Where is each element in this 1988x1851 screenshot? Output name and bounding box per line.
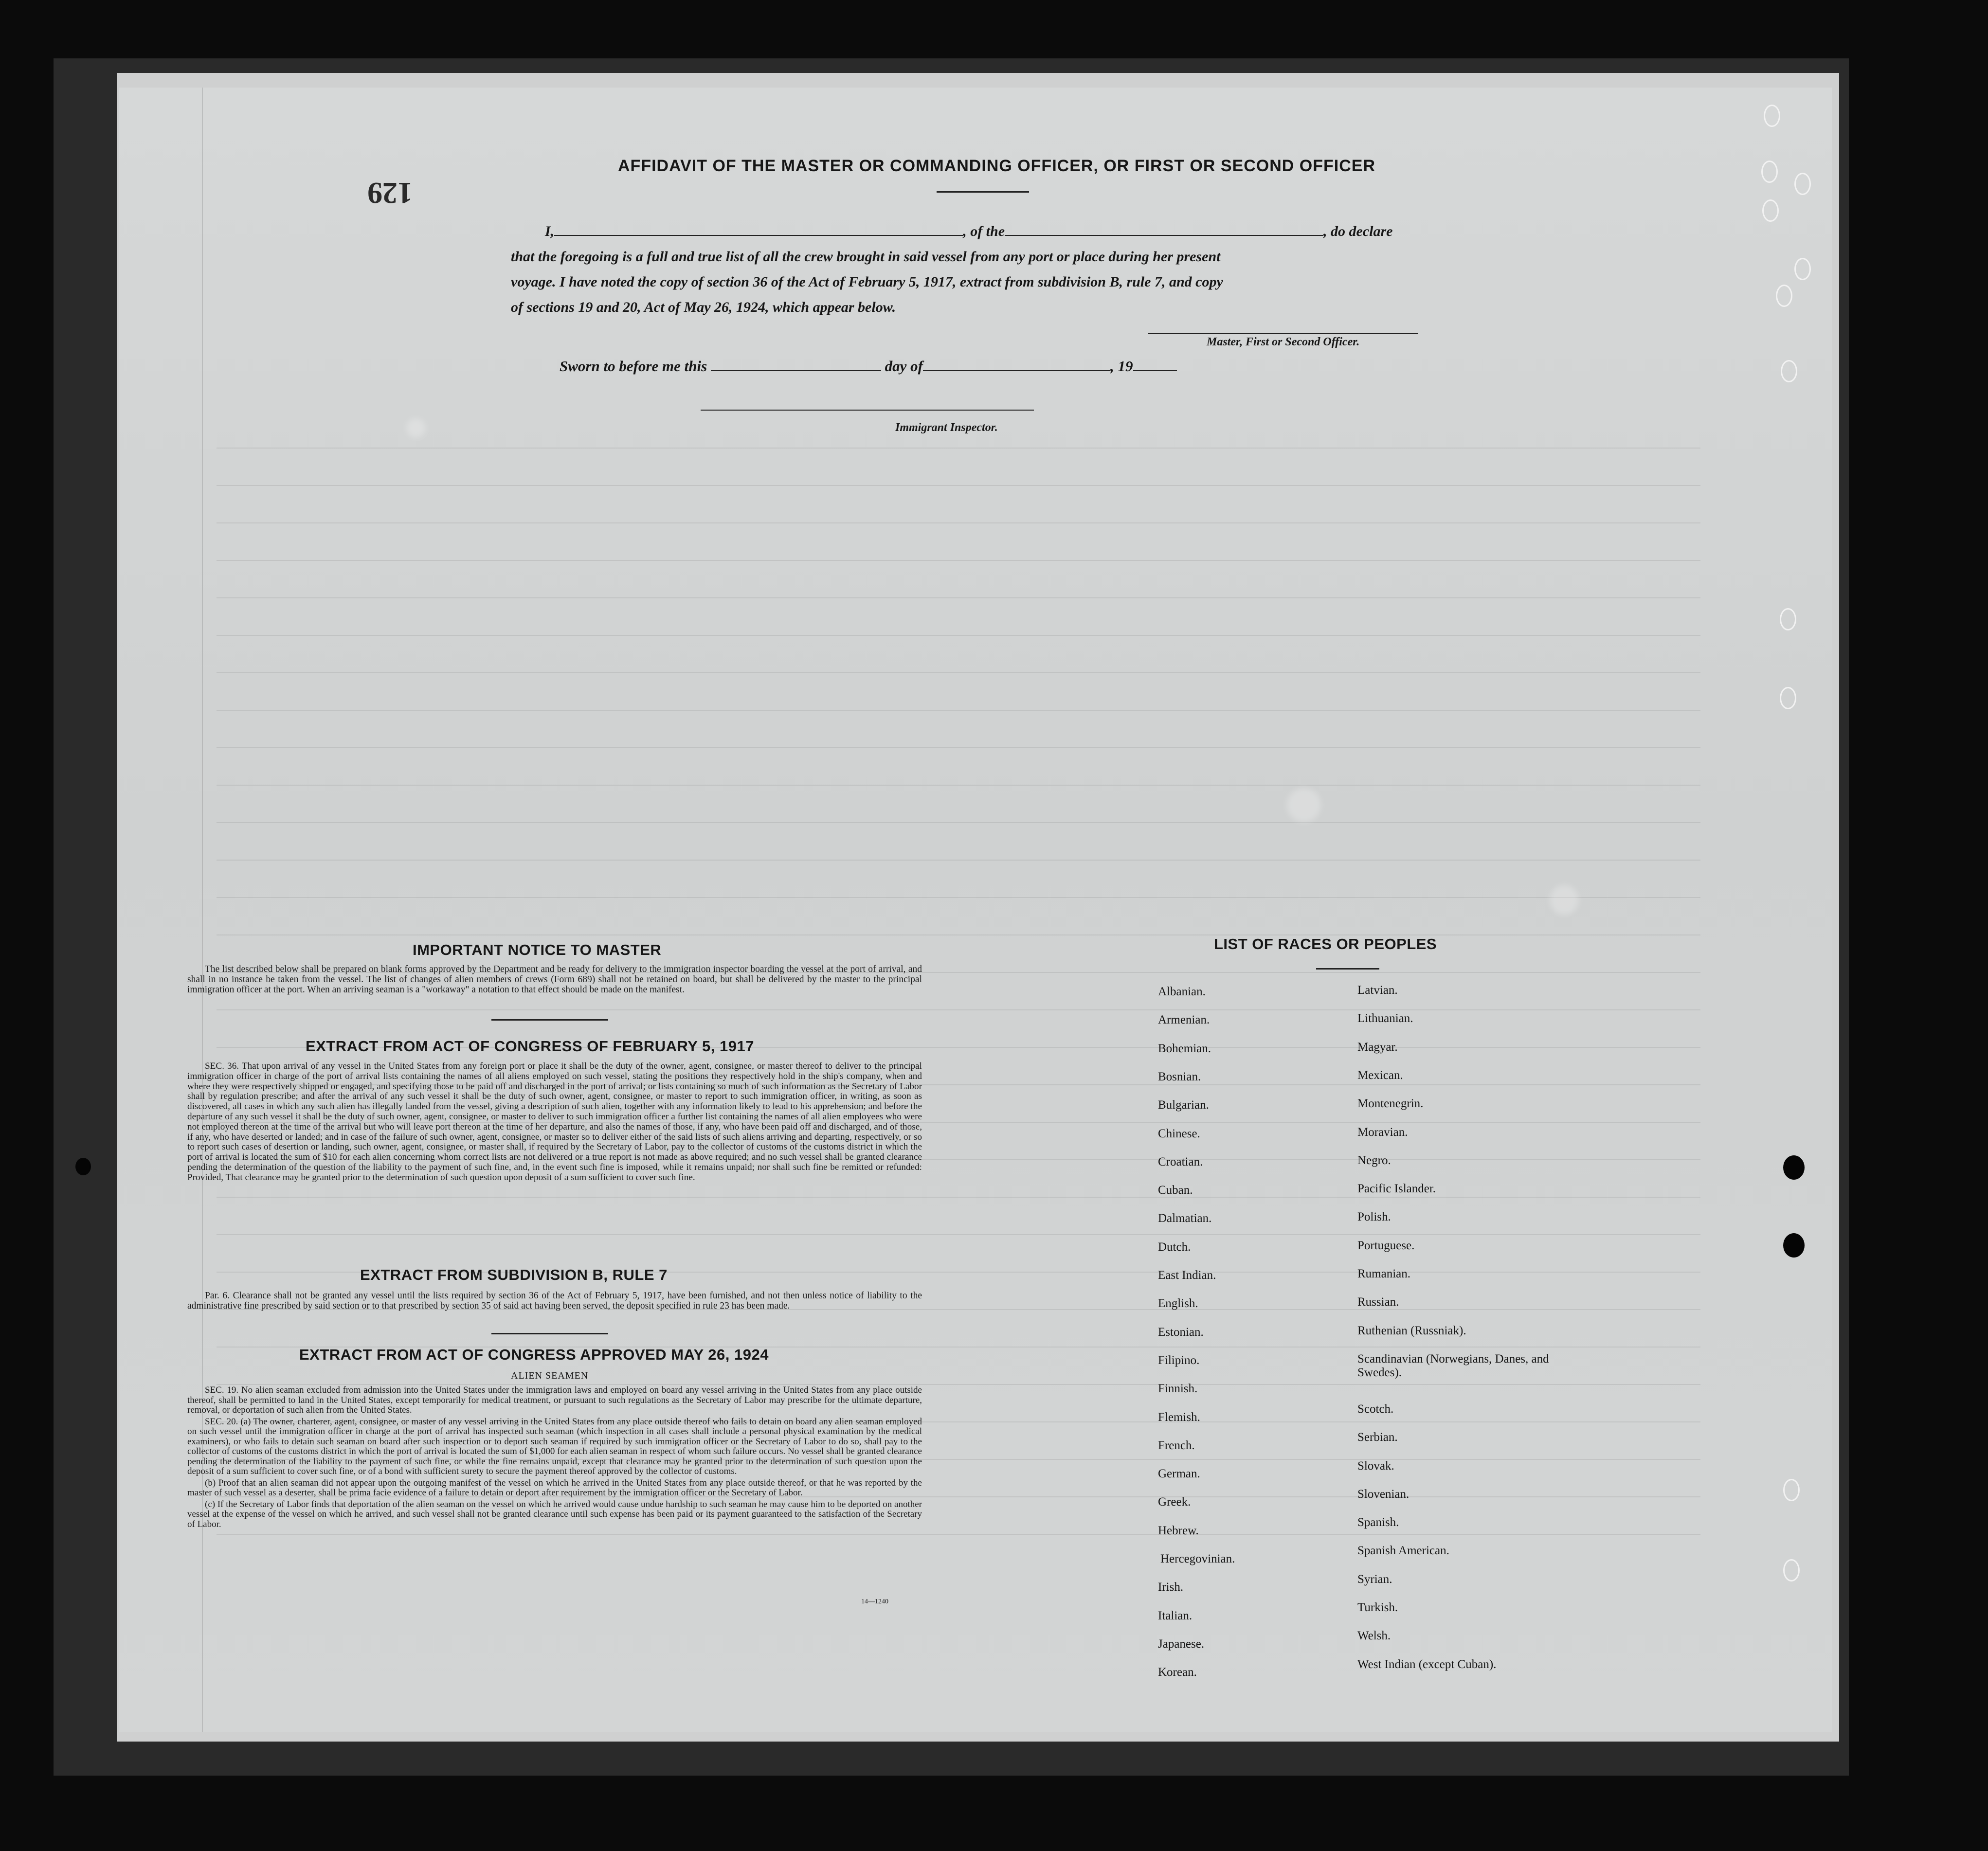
binder-hole: [1781, 360, 1797, 382]
race-item: Chinese.: [1158, 1127, 1200, 1140]
rule-7-title: EXTRACT FROM SUBDIVISION B, RULE 7: [360, 1266, 668, 1283]
race-item: Greek.: [1158, 1495, 1191, 1509]
race-item: French.: [1158, 1438, 1195, 1452]
race-item: Rumanian.: [1357, 1267, 1411, 1280]
sworn-line: [560, 358, 1177, 375]
race-item: Bohemian.: [1158, 1042, 1211, 1055]
inspector-signature-line: [701, 410, 1034, 411]
race-item: Estonian.: [1158, 1325, 1204, 1339]
race-item: English.: [1158, 1297, 1198, 1311]
rule-7-paragraph: Par. 6. Clearance shall not be granted any vessel until the lists required by section 36 of the Act of February 5, 1917, have been furnished, and not then unless notice of liability to the administrative fine prescribed by said section or to that prescribed by section 35 of said act having been served, the deposit specified in rule 23 has been made.: [187, 1291, 922, 1311]
act-1917-text: [187, 1061, 922, 1185]
binder-hole: [1761, 161, 1778, 183]
binder-hole: [1780, 687, 1796, 709]
ghost-row: [217, 934, 1700, 935]
affidavit-line-4: of sections 19 and 20, Act of May 26, 1924, which appear below.: [511, 299, 896, 315]
section-36-paragraph: SEC. 36. That upon arrival of any vessel in the United States from any foreign port or place it shall be the duty of the owner, agent, consignee, or master thereof to deliver to the principal immigration officer in charge of the port of arrival lists containing the names of all aliens employed on such vessel, stating the positions they respectively hold in the ship's company, when and where they were respectively shipped or engaged, and specifying those to be paid off and discharged in the port of arrival; or lists containing so much of such information as the Secretary of Labor shall by regulation prescribe; and after the arrival of any such vessel it shall be the duty of such owner, agent, consignee, or master to report to such immigration officer, in writing, as soon as discovered, all cases in which any such alien has illegally landed from the vessel, giving a description of such alien, together with any information likely to lead to his apprehension; and before the departure of any such vessel it shall be the duty of such owner, agent, consignee, or master to deliver to such immigration officer a further list containing the names of all alien employees who were not employed thereon at the time of the arrival but who will leave port thereon at the time of her departure, and also the names of those, if any, who have been paid off and discharged, and of those, if any, who have deserted or landed; and in case of the failure of such owner, agent, consignee, or master so to deliver either of the said lists of such aliens arriving and departing, respectively, or so to report such cases of desertion or landing, such owner, agent, consignee, or master shall, if required by the Secretary of Labor, pay to the collector of customs of the customs district in which the port of arrival is located the sum of $10 for each alien concerning whom correct lists are not delivered or a true report is not made as above required; and no such vessel shall be granted clearance pending the determination of the question of the liability to the payment of such fine, and, in the event such fine is imposed, while it remains unpaid; nor shall such fine be remitted or refunded: Provided, That clearance may be granted prior to the determination of such question upon deposit of a sum sufficient to cover such fine.: [187, 1061, 922, 1183]
race-item: Slovenian.: [1357, 1487, 1410, 1501]
race-item: Dalmatian.: [1158, 1212, 1212, 1225]
ghost-row: [217, 897, 1700, 898]
binder-hole: [1783, 1233, 1805, 1258]
month-blank: [923, 358, 1110, 371]
affidavit-do-declare: , do declare: [1323, 223, 1393, 239]
divider: [1316, 968, 1379, 970]
race-item: East Indian.: [1158, 1269, 1216, 1282]
binder-hole: [1783, 1479, 1800, 1501]
section-20c-paragraph: (c) If the Secretary of Labor finds that deportation of the alien seaman on the vessel on which he arrived would cause undue hardship to such seaman he may cause him to be deported on another vessel at the expense of the vessel on which he arrived, and such vessel shall not be granted clearance until such expense has been paid or its payment guaranteed to the satisfaction of the Secretary of Labor.: [187, 1499, 922, 1529]
binder-hole: [1776, 285, 1792, 307]
affidavit-line-2: that the foregoing is a full and true list of all the crew brought in said vessel from any port or place during her present: [511, 249, 1221, 265]
ghost-row: [217, 860, 1700, 861]
binder-hole: [1764, 105, 1780, 127]
ghost-row: [217, 448, 1700, 449]
act-1924-title: EXTRACT FROM ACT OF CONGRESS APPROVED MAY 26, 1924: [299, 1346, 769, 1363]
name-blank: [554, 222, 963, 236]
notice-paragraph: The list described below shall be prepared on blank forms approved by the Department and be ready for delivery to the immigration inspector boarding the vessel at the port of arrival, and shall in no instance be taken from the vessel. The list of changes of alien members of crews (Form 689) shall not be retained on board, but shall be delivered by the master to the principal immigration officer at the port. When an arriving seaman is a "workaway" a notation to that effect should be made on the manifest.: [187, 964, 922, 995]
race-item: Japanese.: [1158, 1637, 1205, 1651]
race-item: Magyar.: [1357, 1040, 1398, 1054]
binder-hole: [1783, 1155, 1805, 1180]
affidavit-text: [511, 219, 1464, 320]
affidavit-i: I,: [545, 223, 555, 239]
divider: [937, 191, 1029, 193]
binder-hole: [1794, 173, 1811, 195]
race-item: Welsh.: [1357, 1629, 1391, 1643]
binder-hole: [1783, 1559, 1800, 1581]
race-item: Bulgarian.: [1158, 1098, 1209, 1112]
race-item: West Indian (except Cuban).: [1357, 1657, 1497, 1671]
ghost-row: [217, 672, 1700, 673]
race-item: Irish.: [1158, 1581, 1184, 1594]
race-item: Syrian.: [1357, 1572, 1392, 1586]
race-item: Negro.: [1357, 1153, 1391, 1167]
race-item: Slovak.: [1357, 1459, 1394, 1473]
notice-title: IMPORTANT NOTICE TO MASTER: [413, 941, 662, 958]
race-item: Spanish.: [1357, 1516, 1399, 1529]
binder-hole: [1794, 258, 1811, 280]
race-item: Croatian.: [1158, 1155, 1203, 1168]
inspector-label: Immigrant Inspector.: [895, 421, 998, 434]
act-1917-title: EXTRACT FROM ACT OF CONGRESS OF FEBRUARY 5, 1917: [306, 1038, 754, 1055]
ghost-row: [217, 785, 1700, 786]
race-item: Flemish.: [1158, 1410, 1200, 1424]
year-blank: [1133, 358, 1177, 371]
act-1924-text: [187, 1385, 922, 1531]
form-number: 14—1240: [861, 1598, 888, 1605]
races-title: LIST OF RACES OR PEOPLES: [1214, 935, 1437, 952]
race-item: Cuban.: [1158, 1184, 1193, 1197]
ghost-row: [217, 635, 1700, 636]
affidavit-of-the: , of the: [963, 223, 1005, 239]
scan-speck: [1550, 885, 1579, 915]
divider: [491, 1333, 608, 1334]
race-item: Dutch.: [1158, 1240, 1191, 1254]
sworn-label: Sworn to before me this: [560, 358, 707, 375]
race-item: Serbian.: [1357, 1431, 1398, 1444]
alien-seamen-subtitle: ALIEN SEAMEN: [511, 1370, 589, 1381]
year-label: , 19: [1110, 358, 1133, 375]
race-item: Hebrew.: [1158, 1524, 1199, 1537]
master-label: Master, First or Second Officer.: [1207, 336, 1360, 348]
rule-7-text: [187, 1291, 922, 1312]
race-item: Scotch.: [1357, 1402, 1394, 1416]
affidavit-title: AFFIDAVIT OF THE MASTER OR COMMANDING OFFICER, OR FIRST OR SECOND OFFICER: [618, 157, 1375, 175]
ghost-row: [217, 710, 1700, 711]
ghost-row: [217, 560, 1700, 561]
race-item: Mexican.: [1357, 1068, 1403, 1082]
race-item: Portuguese.: [1357, 1239, 1415, 1252]
race-item: Spanish American.: [1357, 1544, 1449, 1558]
section-20b-paragraph: (b) Proof that an alien seaman did not appear upon the outgoing manifest of the vessel on which he arrived in the United States from any place outside thereof, or that he was reported by the master of such vessel as a deserter, shall be prima facie evidence of a failure to detain or deport after requirement by the immigration officer or the Secretary of Labor.: [187, 1477, 922, 1498]
binder-hole: [1762, 199, 1779, 222]
scan-speck: [1287, 788, 1321, 822]
ghost-row: [217, 1009, 1700, 1010]
race-item: Polish.: [1357, 1210, 1391, 1224]
race-item: Scandinavian (Norwegians, Danes, and Swedes).: [1357, 1352, 1549, 1379]
race-item: Armenian.: [1158, 1013, 1210, 1027]
vessel-blank: [1005, 222, 1323, 236]
day-of-label: day of: [885, 358, 923, 375]
race-item: Montenegrin.: [1357, 1097, 1424, 1111]
notice-text: [187, 964, 922, 996]
race-item: Bosnian.: [1158, 1070, 1201, 1083]
ghost-row: [217, 1534, 1700, 1535]
binder-hole: [1780, 608, 1796, 630]
ghost-row: [217, 485, 1700, 486]
ghost-row: [217, 522, 1700, 523]
section-19-paragraph: SEC. 19. No alien seaman excluded from admission into the United States under the immigration laws and employed on board any vessel arriving in the United States from any place outside thereof, shall be permitted to land in the United States, except temporarily for medical treatment, or pursuant to such regulations as the Secretary of Labor may prescribe for the ultimate departure, removal, or deportation of such alien from the United States.: [187, 1385, 922, 1415]
ghost-row: [217, 1234, 1700, 1235]
race-item: German.: [1158, 1467, 1200, 1481]
race-item: Filipino.: [1158, 1353, 1200, 1367]
page-number: 129: [367, 176, 413, 209]
race-item: Lithuanian.: [1357, 1012, 1413, 1025]
race-item: Albanian.: [1158, 985, 1206, 998]
race-item: Pacific Islander.: [1357, 1182, 1436, 1196]
affidavit-line-3: voyage. I have noted the copy of section 36 of the Act of February 5, 1917, extract from subdivision B, rule 7, and copy: [511, 274, 1223, 290]
signature-line: [1148, 333, 1418, 334]
ghost-row: [217, 1197, 1700, 1198]
ghost-row: [217, 597, 1700, 598]
race-item: Italian.: [1158, 1609, 1193, 1622]
race-item: Moravian.: [1357, 1125, 1408, 1139]
race-item: Latvian.: [1357, 984, 1398, 997]
race-item: Russian.: [1357, 1295, 1399, 1309]
race-item: Finnish.: [1158, 1382, 1198, 1396]
race-item: Turkish.: [1357, 1601, 1398, 1614]
ghost-row: [217, 747, 1700, 748]
ghost-row: [217, 822, 1700, 823]
race-item: Korean.: [1158, 1666, 1197, 1679]
race-item: Ruthenian (Russniak).: [1357, 1324, 1466, 1337]
binder-hole: [75, 1158, 91, 1175]
divider: [491, 1019, 608, 1021]
scan-speck: [406, 418, 426, 438]
section-20a-paragraph: SEC. 20. (a) The owner, charterer, agent, consignee, or master of any vessel arriving in the United States from any place outside thereof who fails to detain on board any alien seaman employed on such vessel until the immigration officer in charge at the port of arrival has inspected such seaman (which inspection in all cases shall include a personal physical examination by the medical examiners), or who fails to detain such seaman on board after such inspection or to deport such seaman if required by such immigration officer or the Secretary of Labor to do so, shall pay to the collector of customs of the customs district in which the port of arrival is located the sum of $1,000 for each alien seaman in respect of whom such failure occurs. No vessel shall be granted clearance pending the determination of the liability to the payment of such fine, or while the fine remains unpaid, except that clearance may be granted prior to the determination of such question upon the deposit of a sum sufficient to cover such fine, or of a bond with sufficient surety to secure the payment thereof approved by the collector of customs.: [187, 1416, 922, 1476]
race-item: Hercegovinian.: [1160, 1552, 1235, 1565]
day-blank: [711, 358, 881, 371]
